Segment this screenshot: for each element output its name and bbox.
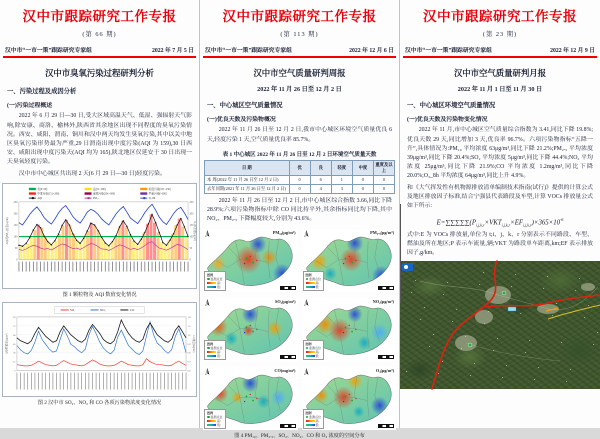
issue-number: (第 113 期) [280,31,319,38]
body-paragraph: 汉中市中心城区共出现 2 天(6 月 29 日—30 日)轻度污染。 [18,171,166,178]
low-label: 低: [315,284,320,289]
map-legend [303,340,325,360]
map-provider-logo-icon [402,263,413,271]
figure-4-caption: 图 4 PM₁₀、PM₂.₅、SO₂、NO₂、CO 和 O₃ 浓度的空间分布 [234,432,365,439]
map-legend [303,271,325,291]
subsection-heading: (一)优良天数及污染物变化情况 [407,117,488,124]
map-legend [204,409,226,429]
map-legend [303,409,325,429]
section-heading: 一、中心城区空气质量情况 [207,102,283,110]
svg-text:中度污染(151~200): 中度污染(151~200) [37,192,60,196]
monitor-point-icon [306,347,309,350]
svg-text:150: 150 [189,224,194,228]
figure-2-gas-chart [2,302,197,398]
monitor-point-label: 监测点位 [309,345,322,350]
map-scale-bar [280,355,296,359]
north-arrow-icon [304,299,309,307]
red-rule [3,56,196,58]
monitor-point-icon [306,278,309,281]
low-ramp-icon [207,424,216,427]
body-paragraph: 2022 年 11 月,市中心城区空气质量综合指数为 3.41,同比下降 19.8%;优良天数 29 天,同比增加 3 天,优良率 96.7%。六项污染物指标“五降一升”,具体情况为:PM₁₀ 平均浓度 63μg/m³,同比下降 21.2%;PM₂.₅ 平均浓度 39μg/m³,同比下降 20.4%;SO₂ 平均浓度 5μg/m³,同比下降 44.4%;NO₂ 平均浓度 25μg/m³,同比下降 21.9%;CO 平均浓度 1.2mg/m³,同比下降 20.0%;O₃_8h 平均浓度 64μg/m³,同比上升 4.9%。 [407,127,593,179]
pollutant-map-title: NO₂(μg/m³) [372,298,394,304]
low-ramp-icon [306,355,315,358]
issue-number: (第 23 期) [482,31,518,38]
report-title: 汉中市臭氧污染过程研判分析 [45,68,154,79]
high-label: 高: [217,280,221,285]
svg-text:0: 0 [189,258,191,262]
svg-text:45: 45 [13,342,16,346]
figure-1-caption: 图 1 颗粒物及 AQI 数值变化情况 [62,291,137,298]
map-legend [204,271,226,291]
high-ramp-icon [306,420,315,423]
map-scale-bar [378,286,394,290]
svg-text:100: 100 [189,235,194,239]
svg-text:O₃-8h浓度(μg/m³): O₃-8h浓度(μg/m³) [193,220,197,241]
high-ramp-icon [207,282,216,285]
body-paragraph: 2022 年 11 月 26 日至 12 月 2 日,市中心城区综合指数 3.66,同比下降 28.9%;六项污染物指标中除 CO 同比持平外,其余指标同比均下降,其中 NO₂、PM₂.₅ 下降幅度较大,分别为 43.6%。 [207,197,392,222]
svg-text:优(0~50): 优(0~50) [37,188,48,192]
body-paragraph: 2022 年 11 月 26 日至 12 月 2 日,我市中心城区环境空气质量优良 6 天,轻度污染 1 天,空气质量优良率 85.7%。 [207,127,392,143]
svg-text:200: 200 [189,212,194,216]
body-paragraph: 2022 年 6 月 29 日—30 日,受大区域高温天气、低湿、强辐射天气影响,除安康、商洛、榆林外,陕西省其余地区出现不同程度的臭氧污染情况。西安、咸阳、渭南、铜川和汉中两天均发生臭氧污染,其中以关中地区臭氧污染形势最为严重,29 日渭南出现中度污染(AQI 为 159),30 日西安、咸阳出现中度污染天(AQI 均为 165),陕北地区仅延安于 30 日出现一天臭氧轻度污染。 [7,113,192,165]
pollutant-map [203,367,298,430]
svg-text:SO₂: SO₂ [70,307,76,312]
report-page-ozone-analysis [0,0,200,428]
svg-text:严重污染(>300): 严重污染(>300) [148,192,167,196]
svg-text:60: 60 [13,333,16,337]
svg-text:0: 0 [16,258,18,262]
svg-text:1.8: 1.8 [187,315,191,319]
low-label: 低: [217,353,221,358]
svg-text:NO₂: NO₂ [99,307,106,312]
map-scale-bar [378,355,394,359]
gas-chart-canvas [3,303,196,397]
pollutant-map-title: PM₂.₅(μg/m³) [370,229,394,235]
pollutant-map [302,229,397,292]
map-scale-bar [280,424,296,428]
pollutant-map-title: O₃(μg/m³) [375,367,394,373]
svg-text:0.6: 0.6 [187,351,191,355]
map-legend-title: 图例 [305,272,312,277]
svg-text:250: 250 [13,201,18,205]
subsection-heading: (一)优良天数及污染物概况 [207,117,276,124]
svg-text:100: 100 [13,235,18,239]
map-legend [204,340,226,360]
report-masthead: 汉中市跟踪研究工作专报 [22,9,177,24]
monitor-point-label: 监测点位 [210,276,223,281]
report-title: 汉中市空气质量研判月报 [453,68,547,79]
pollutant-map [203,298,298,361]
report-period: 2022 年 11 月 1 日至 11 月 30 日 [457,86,543,94]
table-row: 去年同期(2021 年 11 月 26 日至 12 月 2 日) 0 4 3 0 0 [205,184,395,193]
svg-text:0.9: 0.9 [187,342,191,346]
map-legend-title: 图例 [305,410,312,415]
vocs-emission-formula: $E=\sum\sum\sum\sum\sum(P_{i,j,k,r}\times VKT_{i,j,k,r}\times EF_{i,j,k,r})\times 365\times 10^{-6}$ [436,217,564,228]
svg-text:PM₂.₅: PM₂.₅ [93,197,100,201]
org-name: 汉中市“一市一策”跟踪研究专家组 [405,48,492,54]
low-ramp-icon [306,424,315,427]
road-overlay-canvas [400,261,600,389]
pollutant-map [302,298,397,361]
low-label: 低: [217,284,221,289]
map-legend-title: 图例 [207,410,214,415]
table-row: 本 周(2022 年 11 月 26 日至 12 月 2 日) 0 6 1 0 0 [205,175,395,184]
svg-text:O₃-8h: O₃-8h [148,197,156,201]
org-name: 汉中市“一市一策”跟踪研究专家组 [5,48,92,54]
report-title: 汉中市空气质量研判周报 [253,68,346,79]
svg-text:50: 50 [14,247,18,251]
org-name: 汉中市“一市一策”跟踪研究专家组 [205,48,292,54]
north-arrow-icon [205,368,210,376]
issue-number: (第 66 期) [82,31,117,38]
map-legend-title: 图例 [207,341,214,346]
report-masthead: 汉中市跟踪研究工作专报 [222,9,377,24]
svg-text:AQI: AQI [37,197,43,201]
pollutant-map-title: SO₂(μg/m³) [274,298,296,304]
monitor-point-icon [207,278,210,281]
low-label: 低: [217,422,221,427]
section-heading: 一、污染过程及成因分析 [7,88,77,96]
red-rule [203,56,396,58]
low-ramp-icon [207,355,216,358]
figure-2-caption: 图 2 汉中市 SO₂、NO₂ 和 CO 各项污染物浓度变化情况 [37,400,162,407]
figure-edge-line [400,204,401,302]
low-ramp-icon [306,286,315,289]
pollutant-map [203,229,298,292]
north-arrow-icon [304,230,309,238]
svg-text:15: 15 [13,360,16,364]
monitor-point-icon [207,347,210,350]
low-label: 低: [315,422,320,427]
svg-text:250: 250 [189,201,194,205]
high-label: 高: [315,280,320,285]
svg-text:重度污染(201~300): 重度污染(201~300) [93,192,115,196]
issue-date: 2022 年 7 月 5 日 [151,48,194,54]
svg-text:150: 150 [13,224,18,228]
table-title: 表 1 中心城区 2022 年 11 月 26 日至 12 月 2 日环境空气质量天数 [222,151,377,158]
report-page-monthly [400,0,600,428]
svg-text:0.3: 0.3 [187,360,191,364]
report-period: 2022 年 11 月 26 日至 12 月 2 日 [257,86,342,94]
issue-date: 2022 年 12 月 9 日 [550,48,595,54]
air-quality-days-table: 日 期 优 良 轻度 中度 重度及以上 本 周(2022 年 11 月 26 日至 12 月 2 日) 0 6 1 0 0 去年同期(2021 年 11 月 26 日至 12 月 2 日) 0 4 3 0 0 [204,160,395,194]
high-label: 高: [217,349,221,354]
body-paragraph: 式中:E 为 VOCs 排放量,单位为 t;i、j、k、r 分别表示不同路段、车型、燃油及所在地区;P 表示车流量,辆;VKT 为路段单车距离,km;EF 表示排放因子,g/km。 [407,232,593,257]
map-scale-bar [280,286,296,290]
red-rule [403,56,597,58]
svg-text:CO: CO [129,307,135,312]
svg-text:30: 30 [13,351,16,355]
high-ramp-icon [207,420,216,423]
monitor-point-label: 监测点位 [210,414,223,419]
north-arrow-icon [205,230,210,238]
high-ramp-icon [207,351,216,354]
svg-text:污染物浓度(μg/m³): 污染物浓度(μg/m³) [5,333,9,354]
svg-text:AQI及PM₂.₅浓度(μg/m³): AQI及PM₂.₅浓度(μg/m³) [5,217,9,245]
svg-text:CO浓度(mg/m³): CO浓度(mg/m³) [192,334,195,353]
svg-text:0: 0 [14,369,16,373]
body-paragraph: 和《大气挥发性有机物源排放清单编制技术指南(试行)》提供的计算公式及地区排放因子标准,结合宁强县代表路段及车型,计算 VOCs 排放量公式如下所示: [407,185,593,210]
monitor-point-label: 监测点位 [210,345,223,350]
pollutant-map-title: CO(mg/m³) [274,367,296,373]
monitor-point-label: 监测点位 [309,414,322,419]
report-masthead: 汉中市跟踪研究工作专报 [423,9,577,24]
high-label: 高: [217,418,221,423]
low-ramp-icon [207,286,216,289]
figure-1-aqi-chart [2,183,197,288]
svg-text:200: 200 [13,212,18,216]
issue-date: 2022 年 12 月 6 日 [349,48,394,54]
section-heading: 一、中心城区环境空气质量情况 [407,102,496,110]
svg-text:75: 75 [13,324,16,328]
monitor-point-icon [306,416,309,419]
low-label: 低: [315,353,320,358]
svg-text:1.5: 1.5 [187,324,191,328]
satellite-road-map [400,261,600,389]
subsection-heading: (一)污染过程概述 [7,103,53,110]
high-ramp-icon [306,351,315,354]
north-arrow-icon [304,368,309,376]
pollutant-map [302,367,397,430]
high-ramp-icon [306,282,315,285]
report-page-weekly [200,0,400,439]
aqi-chart-canvas [3,184,196,287]
monitor-point-label: 监测点位 [309,276,322,281]
north-arrow-icon [205,299,210,307]
map-scale-bar [378,424,394,428]
svg-text:良(51~100): 良(51~100) [93,188,106,192]
map-legend-title: 图例 [207,272,214,277]
map-legend-title: 图例 [305,341,312,346]
pollutant-maps-grid [203,229,396,430]
monitor-point-icon [207,416,210,419]
high-label: 高: [315,418,320,423]
svg-text:50: 50 [189,247,193,251]
svg-text:轻度污染(101~150): 轻度污染(101~150) [148,188,171,192]
svg-text:0.0: 0.0 [187,369,191,373]
svg-text:90: 90 [13,315,16,319]
pollutant-map-title: PM₁₀(μg/m³) [272,229,296,235]
high-label: 高: [315,349,320,354]
svg-text:1.2: 1.2 [187,333,191,337]
